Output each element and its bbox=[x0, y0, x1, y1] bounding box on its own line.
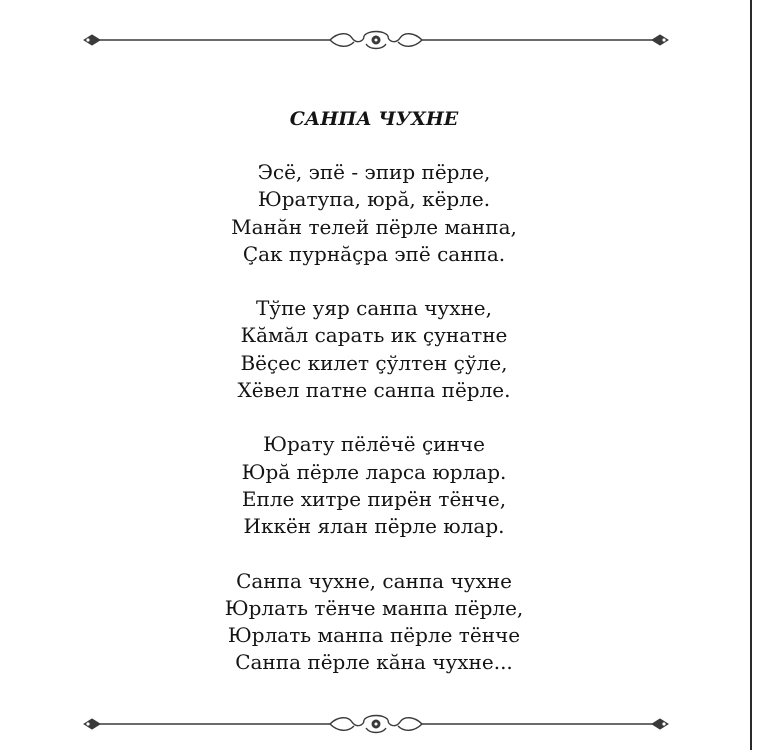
poem-line: Вёçес килет çўлтен çўле, bbox=[240, 350, 508, 375]
top-ornament-divider bbox=[80, 28, 672, 52]
poem-line: Манăн телей пёрле манпа, bbox=[231, 214, 517, 239]
page-edge-line bbox=[750, 0, 752, 750]
poem-line: Юрă пёрле ларса юрлар. bbox=[241, 459, 507, 484]
poem-line: Кăмăл сарать ик çунатне bbox=[240, 323, 508, 348]
stanza-1 bbox=[110, 159, 638, 268]
poem-line: Юрату пёлёчё çинче bbox=[263, 432, 485, 457]
poem-line: Санпа чухне, санпа чухне bbox=[236, 568, 512, 593]
poem-title: САНПА ЧУХНЕ bbox=[289, 108, 459, 130]
poem-line: Иккён ялан пёрле юлар. bbox=[243, 514, 505, 539]
stanza-3 bbox=[110, 431, 638, 540]
poem-line: Санпа пёрле кăна чухне... bbox=[235, 650, 513, 675]
poem-line: Çак пурнăçра эпё санпа. bbox=[242, 241, 506, 266]
stanza-4 bbox=[110, 568, 638, 677]
poem-line: Епле хитре пирён тёнче, bbox=[241, 486, 507, 511]
poem bbox=[110, 105, 638, 704]
poem-line: Хёвел патне санпа пёрле. bbox=[237, 378, 511, 403]
poem-line: Тўпе уяр санпа чухне, bbox=[255, 296, 493, 321]
poem-line: Юрлать тёнче манпа пёрле, bbox=[224, 595, 524, 620]
poem-line: Юрлать манпа пёрле тёнче bbox=[227, 623, 521, 648]
stanza-2 bbox=[110, 295, 638, 404]
bottom-ornament-divider bbox=[80, 712, 672, 736]
poem-line: Эсё, эпё - эпир пёрле, bbox=[257, 160, 491, 184]
poem-line: Юратупа, юрă, кёрле. bbox=[257, 187, 491, 212]
